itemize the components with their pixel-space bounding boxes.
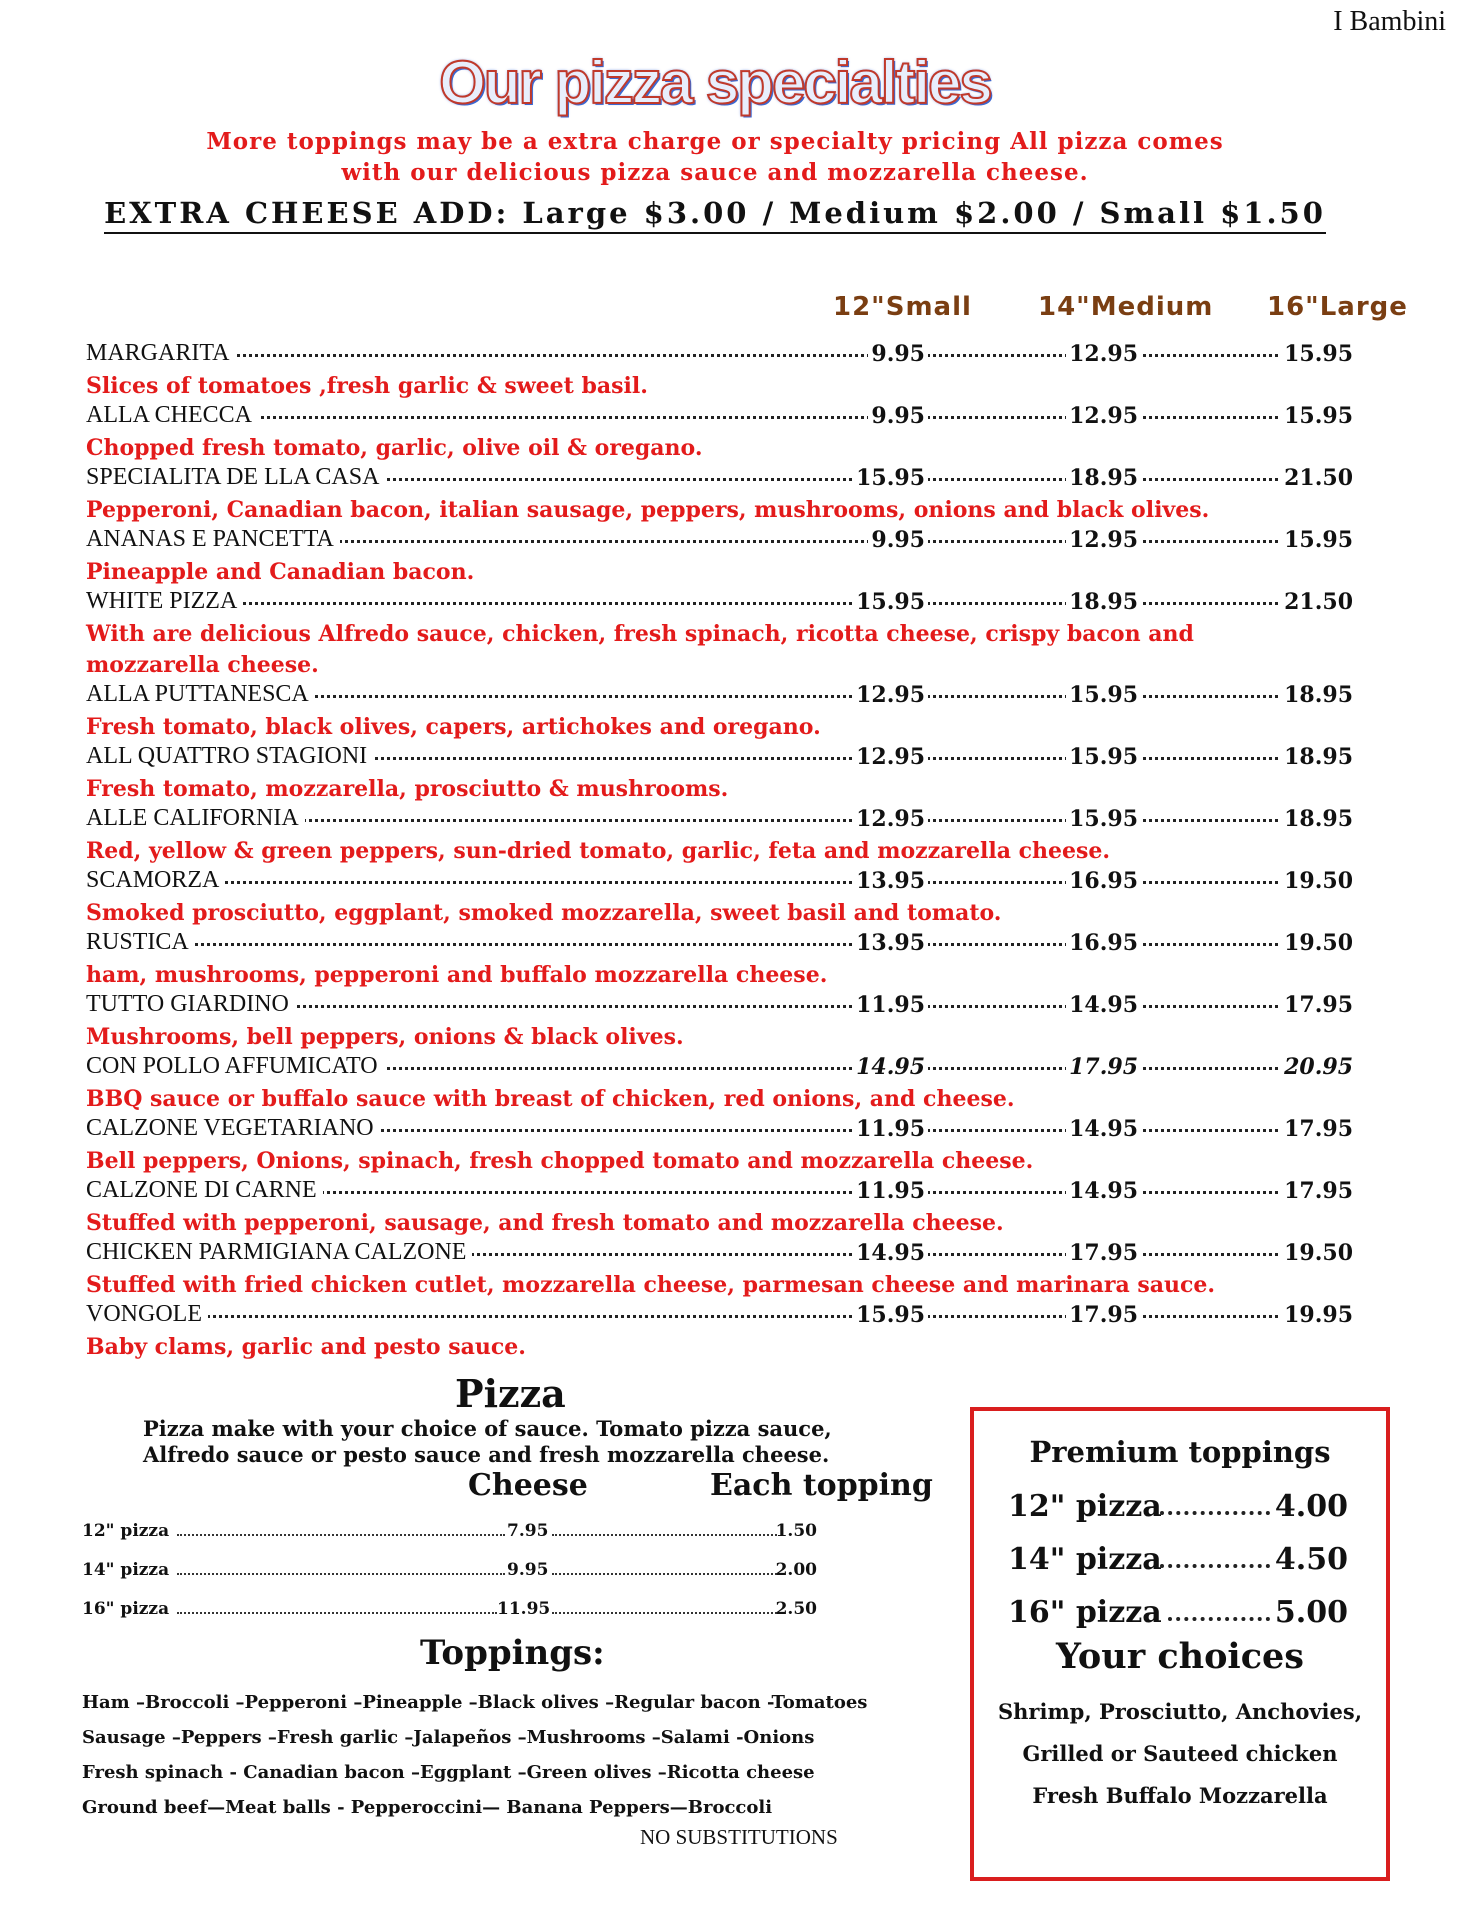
dot-leader [1160, 1511, 1270, 1515]
price-small: 14.95 [853, 1240, 928, 1266]
dot-leader [177, 1573, 505, 1575]
toppings-line: Sausage –Peppers –Fresh garlic –Jalapeños –Mushrooms –Salami -Onions [82, 1727, 815, 1748]
cheese-column-header: Cheese [468, 1468, 588, 1503]
price-small: 14.95 [853, 1054, 928, 1080]
dot-leader [552, 1534, 777, 1536]
price-medium: 17.95 [1066, 1054, 1141, 1080]
price-large: 15.95 [1281, 341, 1356, 367]
price-medium: 16.95 [1066, 930, 1141, 956]
specialty-description: BBQ sauce or buffalo sauce with breast of chicken, red onions, and cheese. [86, 1086, 1015, 1112]
specialty-row [86, 526, 1356, 557]
price-large: 19.95 [1281, 1302, 1356, 1328]
price-small: 11.95 [853, 1116, 928, 1142]
specialty-description: Stuffed with fried chicken cutlet, mozzarella cheese, parmesan cheese and marinara sauce. [86, 1272, 1216, 1298]
dot-leader [552, 1612, 777, 1614]
page-title: Our pizza specialties [439, 49, 991, 116]
specialty-name: ALLE CALIFORNIA [86, 805, 305, 832]
dot-leader [86, 416, 1356, 419]
specialty-description: Fresh tomato, black olives, capers, artichokes and oregano. [86, 714, 821, 740]
price-small: 15.95 [853, 589, 928, 615]
specialty-name: ALL QUATTRO STAGIONI [86, 743, 373, 770]
specialty-row [86, 464, 1356, 495]
price-small: 9.95 [868, 527, 928, 553]
premium-size: 16" pizza [1008, 1595, 1162, 1630]
specialty-description: Bell peppers, Onions, spinach, fresh chopped tomato and mozzarella cheese. [86, 1148, 1034, 1174]
price-large: 15.95 [1281, 527, 1356, 553]
specialty-name: CON POLLO AFFUMICATO [86, 1053, 384, 1080]
specialty-name: WHITE PIZZA [86, 588, 243, 615]
specialty-description: Baby clams, garlic and pesto sauce. [86, 1334, 526, 1360]
cheese-price: 9.95 [507, 1560, 549, 1580]
price-small: 11.95 [853, 992, 928, 1018]
specialty-row [86, 402, 1356, 433]
premium-size: 14" pizza [1008, 1542, 1162, 1577]
extra-cheese-note [0, 196, 1430, 230]
specialty-description: Pineapple and Canadian bacon. [86, 559, 475, 585]
topping-price: 1.50 [775, 1521, 817, 1541]
pizza-note [143, 1416, 943, 1468]
pizza-size: 16" pizza [82, 1599, 170, 1619]
specialty-row [86, 681, 1356, 712]
price-large: 17.95 [1281, 1116, 1356, 1142]
specialty-row [86, 1239, 1356, 1270]
dot-leader [177, 1612, 497, 1614]
specialty-description: With are delicious Alfredo sauce, chicken, fresh spinach, ricotta cheese, crispy bacon and mozzarella cheese. [86, 621, 1194, 678]
premium-row [1008, 1542, 1348, 1582]
price-medium: 14.95 [1066, 992, 1141, 1018]
toppings-list [82, 1685, 867, 1825]
dot-leader [86, 943, 1356, 946]
price-small: 13.95 [853, 868, 928, 894]
premium-choice-line: Shrimp, Prosciutto, Anchovies, [997, 1699, 1363, 1724]
price-large: 18.95 [1281, 744, 1356, 770]
specialty-description: ham, mushrooms, pepperoni and buffalo mozzarella cheese. [86, 962, 828, 988]
specialty-name: SPECIALITA DE LLA CASA [86, 464, 385, 491]
price-medium: 15.95 [1066, 744, 1141, 770]
premium-row [1008, 1595, 1348, 1635]
price-small: 12.95 [853, 744, 928, 770]
specialty-row [86, 1177, 1356, 1208]
specialty-row [86, 743, 1356, 774]
price-medium: 18.95 [1066, 465, 1141, 491]
specialty-description: Mushrooms, bell peppers, onions & black olives. [86, 1024, 684, 1050]
specialty-name: ALLA PUTTANESCA [86, 681, 315, 708]
premium-size: 12" pizza [1008, 1489, 1162, 1524]
price-small: 9.95 [868, 403, 928, 429]
specialty-name: SCAMORZA [86, 867, 225, 894]
price-medium: 18.95 [1066, 589, 1141, 615]
specialty-row [86, 929, 1356, 960]
price-large: 18.95 [1281, 806, 1356, 832]
specialty-row [86, 805, 1356, 836]
toppings-line: Fresh spinach - Canadian bacon –Eggplant –Green olives –Ricotta cheese [82, 1762, 815, 1783]
price-large: 17.95 [1281, 992, 1356, 1018]
dot-leader [86, 881, 1356, 884]
specialty-name: CALZONE DI CARNE [86, 1177, 323, 1204]
pizza-price-row [82, 1599, 817, 1627]
pizza-note-line: Alfredo sauce or pesto sauce and fresh mozzarella cheese. [143, 1442, 830, 1467]
price-small: 15.95 [853, 465, 928, 491]
price-small: 12.95 [853, 682, 928, 708]
dot-leader [86, 602, 1356, 605]
specialty-row [86, 1115, 1356, 1146]
price-medium: 12.95 [1066, 527, 1141, 553]
price-medium: 15.95 [1066, 806, 1141, 832]
dot-leader [1160, 1564, 1270, 1568]
pizza-price-row [82, 1560, 817, 1588]
size-header-large: 16"Large [1267, 292, 1408, 322]
dot-leader [86, 1315, 1356, 1318]
specialty-name: VONGOLE [86, 1301, 208, 1328]
price-medium: 14.95 [1066, 1116, 1141, 1142]
toppings-line: Ground beef—Meat balls - Pepperoccini— Banana Peppers—Broccoli [82, 1797, 773, 1818]
price-medium: 14.95 [1066, 1178, 1141, 1204]
dot-leader [1168, 1617, 1270, 1621]
specialty-description: Fresh tomato, mozzarella, prosciutto & mushrooms. [86, 776, 729, 802]
dot-leader [177, 1534, 505, 1536]
price-small: 15.95 [853, 1302, 928, 1328]
specialty-row [86, 1301, 1356, 1332]
pizza-price-row [82, 1521, 817, 1549]
specialty-description: Chopped fresh tomato, garlic, olive oil & oregano. [86, 435, 703, 461]
premium-price: 4.50 [1274, 1542, 1348, 1577]
specialties-list [86, 340, 1356, 1363]
specialty-row [86, 588, 1356, 619]
specialty-row [86, 1053, 1356, 1084]
premium-choices [974, 1691, 1386, 1817]
specialty-name: CHICKEN PARMIGIANA CALZONE [86, 1239, 472, 1266]
dot-leader [552, 1573, 777, 1575]
premium-heading: Premium toppings [1029, 1435, 1331, 1469]
price-large: 15.95 [1281, 403, 1356, 429]
pricing-note [0, 126, 1430, 188]
specialty-description: Stuffed with pepperoni, sausage, and fresh tomato and mozzarella cheese. [86, 1210, 1004, 1236]
specialty-description: Smoked prosciutto, eggplant, smoked mozzarella, sweet basil and tomato. [86, 900, 1002, 926]
dot-leader [86, 354, 1356, 357]
specialty-name: TUTTO GIARDINO [86, 991, 295, 1018]
premium-row [1008, 1489, 1348, 1529]
topping-price: 2.00 [775, 1560, 817, 1580]
price-small: 13.95 [853, 930, 928, 956]
topping-column-header: Each topping [710, 1468, 933, 1503]
toppings-line: Ham –Broccoli –Pepperoni –Pineapple –Black olives –Regular bacon -Tomatoes [82, 1692, 868, 1713]
specialty-name: ALLA CHECCA [86, 402, 258, 429]
pizza-heading: Pizza [455, 1371, 566, 1416]
premium-price: 4.00 [1274, 1489, 1348, 1524]
pizza-note-line: Pizza make with your choice of sauce. Tomato pizza sauce, [143, 1416, 832, 1441]
specialty-description: Red, yellow & green peppers, sun-dried tomato, garlic, feta and mozzarella cheese. [86, 838, 1111, 864]
price-large: 19.50 [1281, 868, 1356, 894]
cheese-price: 11.95 [497, 1599, 551, 1619]
price-large: 17.95 [1281, 1178, 1356, 1204]
price-large: 21.50 [1281, 589, 1356, 615]
no-substitutions-note: NO SUBSTITUTIONS [640, 1825, 838, 1849]
toppings-heading: Toppings: [420, 1633, 605, 1673]
specialty-row [86, 340, 1356, 371]
price-large: 19.50 [1281, 1240, 1356, 1266]
specialty-name: MARGARITA [86, 340, 235, 367]
specialty-description: Slices of tomatoes ,fresh garlic & sweet basil. [86, 373, 648, 399]
brand-name: I Bambini [1333, 6, 1446, 37]
premium-toppings-box [970, 1407, 1390, 1881]
pizza-size: 14" pizza [82, 1560, 170, 1580]
specialty-name: CALZONE VEGETARIANO [86, 1115, 380, 1142]
price-medium: 17.95 [1066, 1302, 1141, 1328]
specialty-row [86, 991, 1356, 1022]
specialty-name: RUSTICA [86, 929, 195, 956]
specialty-row [86, 867, 1356, 898]
premium-choice-line: Grilled or Sauteed chicken [1022, 1741, 1338, 1766]
price-large: 19.50 [1281, 930, 1356, 956]
price-small: 9.95 [868, 341, 928, 367]
price-large: 21.50 [1281, 465, 1356, 491]
size-header-medium: 14"Medium [1038, 292, 1214, 322]
specialty-description: Pepperoni, Canadian bacon, italian sausage, peppers, mushrooms, onions and black olives. [86, 497, 1210, 523]
pricing-note-line: More toppings may be a extra charge or specialty pricing All pizza comes [206, 128, 1224, 155]
price-medium: 12.95 [1066, 403, 1141, 429]
premium-price: 5.00 [1274, 1595, 1348, 1630]
price-small: 12.95 [853, 806, 928, 832]
price-medium: 12.95 [1066, 341, 1141, 367]
topping-price: 2.50 [775, 1599, 817, 1619]
price-large: 20.95 [1281, 1054, 1356, 1080]
pricing-note-line: with our delicious pizza sauce and mozzarella cheese. [341, 159, 1089, 186]
specialty-name: ANANAS E PANCETTA [86, 526, 340, 553]
cheese-price: 7.95 [507, 1521, 549, 1541]
price-small: 11.95 [853, 1178, 928, 1204]
size-header-small: 12"Small [833, 292, 972, 322]
price-medium: 17.95 [1066, 1240, 1141, 1266]
premium-choice-line: Fresh Buffalo Mozzarella [1032, 1783, 1328, 1808]
price-medium: 16.95 [1066, 868, 1141, 894]
your-choices-heading: Your choices [1055, 1636, 1305, 1677]
extra-cheese-text: EXTRA CHEESE ADD: Large $3.00 / Medium $2.00 / Small $1.50 [104, 196, 1326, 234]
pizza-size: 12" pizza [82, 1521, 170, 1541]
price-large: 18.95 [1281, 682, 1356, 708]
price-medium: 15.95 [1066, 682, 1141, 708]
